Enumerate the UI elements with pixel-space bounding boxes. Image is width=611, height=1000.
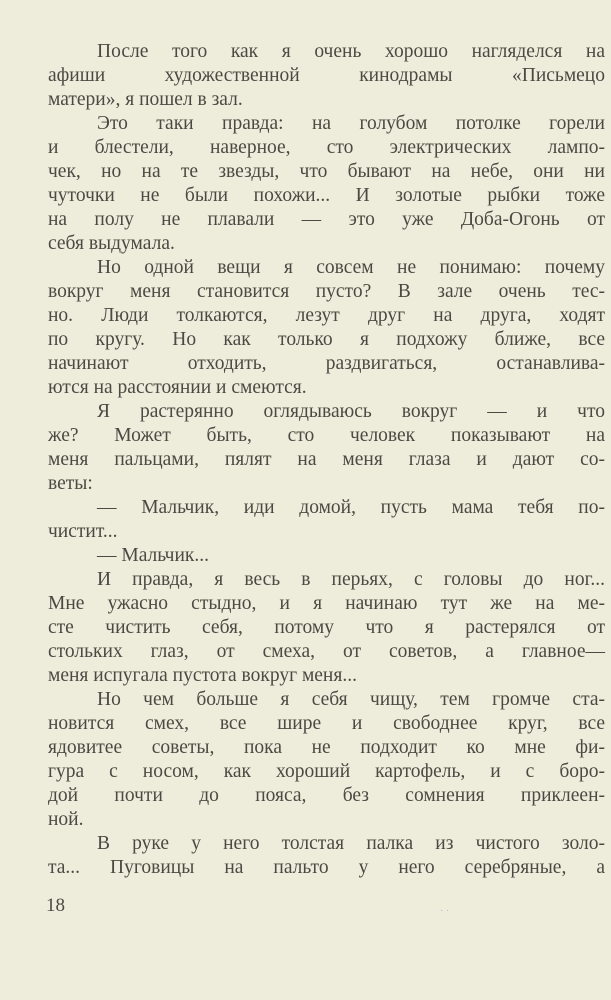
text-line: стольких глаз, от смеха, от советов, а главное— (48, 641, 605, 662)
text-line: ной. (48, 809, 84, 830)
text-line: вокруг меня становится пусто? В зале очень тес- (48, 281, 605, 302)
text-line: Но одной вещи я совсем не понимаю: почему (97, 257, 605, 278)
text-line: чуточки не были похожи... И золотые рыбки тоже (48, 185, 605, 206)
text-line: и блестели, наверное, сто электрических лампо- (48, 137, 605, 158)
text-line: чистит... (48, 521, 118, 542)
text-line: ются на расстоянии и смеются. (48, 377, 307, 398)
text-line: Мне ужасно стыдно, и я начинаю тут же на ме- (48, 593, 605, 614)
text-line: чек, но на те звезды, что бывают на небе, они ни (48, 161, 605, 182)
text-line: же? Может быть, сто человек показывают на (48, 425, 605, 446)
text-line: Это таки правда: на голубом потолке горели (97, 113, 605, 134)
faint-stamp-mark: · · (440, 906, 450, 917)
text-line: меня пальцами, пялят на меня глаза и дают со- (48, 449, 605, 470)
text-line: сте чистить себя, потому что я растерялся от (48, 617, 605, 638)
text-line: дой почти до пояса, без сомнения приклеен- (48, 785, 605, 806)
text-line: по кругу. Но как только я подхожу ближе, все (48, 329, 605, 350)
text-line: та... Пуговицы на пальто у него серебряные, а (48, 857, 605, 878)
text-line: начинают отходить, раздвигаться, останавлива- (48, 353, 605, 374)
page-number: 18 (46, 895, 65, 916)
text-line: ядовитее советы, пока не подходит ко мне фи- (48, 737, 605, 758)
text-line: афиши художественной кинодрамы «Письмецо (48, 65, 605, 86)
text-line: Я растерянно оглядываюсь вокруг — и что (97, 401, 605, 422)
text-line: После того как я очень хорошо нагляделся на (97, 41, 605, 62)
text-line: В руке у него толстая палка из чистого золо- (97, 833, 605, 854)
text-line: меня испугала пустота вокруг меня... (48, 665, 357, 686)
text-line: И правда, я весь в перьях, с головы до ног... (97, 569, 605, 590)
text-line: — Мальчик... (97, 545, 210, 566)
text-line: гура с носом, как хороший картофель, и с боро- (48, 761, 605, 782)
text-line: Но чем больше я себя чищу, тем громче ста- (97, 689, 605, 710)
text-line: но. Люди толкаются, лезут друг на друга, ходят (48, 305, 605, 326)
text-line: новится смех, все шире и свободнее круг, все (48, 713, 605, 734)
text-line: матери», я пошел в зал. (48, 89, 243, 110)
text-line: — Мальчик, иди домой, пусть мама тебя по- (97, 497, 605, 518)
text-line: на полу не плавали — это уже Доба-Огонь от (48, 209, 605, 230)
text-line: себя выдумала. (48, 233, 175, 254)
text-line: веты: (48, 473, 93, 494)
